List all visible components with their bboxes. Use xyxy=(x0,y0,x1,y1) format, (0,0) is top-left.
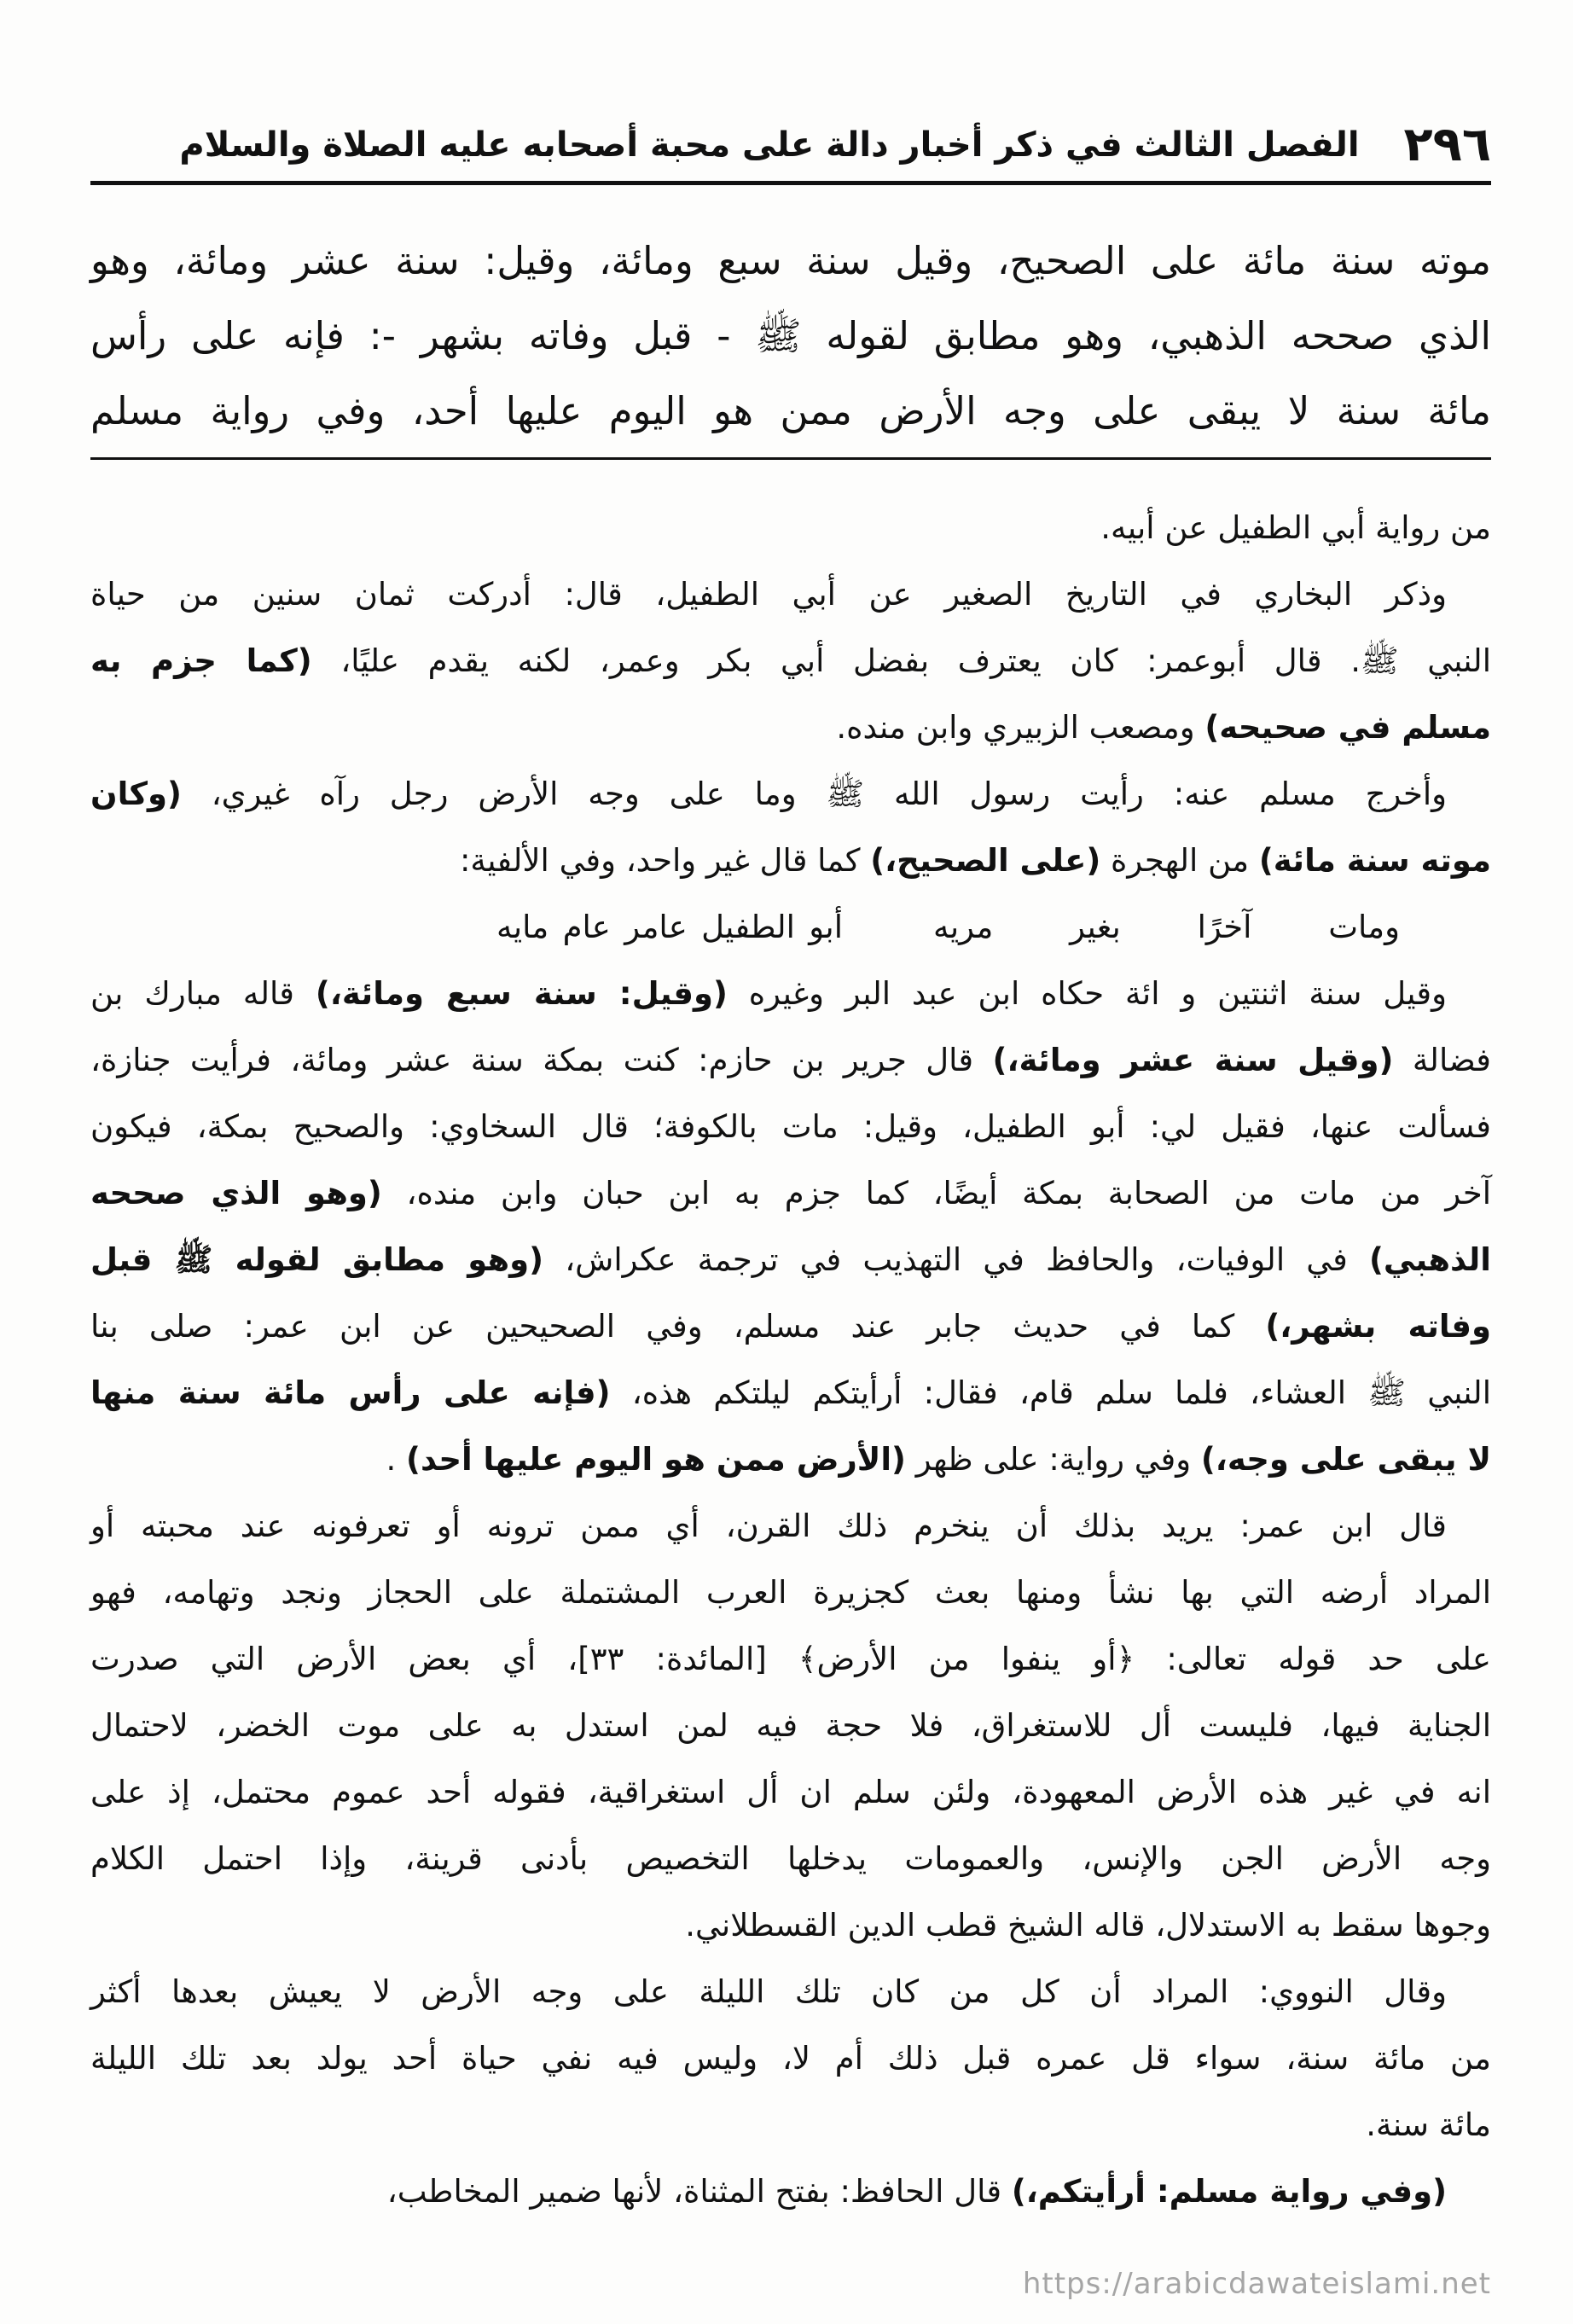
commentary-line xyxy=(90,1360,1491,1426)
commentary-line xyxy=(90,961,1491,1027)
commentary-paragraph xyxy=(90,1959,1491,2158)
commentary-text: فضالة xyxy=(1393,1042,1491,1078)
commentary-text: وذكر البخاري في التاريخ الصغير عن أبي الطفيل، قال: أدركت ثمان سنين من حياة xyxy=(90,576,1447,613)
commentary-line xyxy=(90,561,1491,628)
commentary-text: فسألت عنها، فقيل لي: أبو الطفيل، وقيل: مات بالكوفة؛ قال السخاوي: والصحيح بمكة، فيكون xyxy=(90,1108,1491,1145)
commentary-line xyxy=(90,1759,1491,1826)
commentary-text: الجناية فيها، فليست أل للاستغراق، فلا حجة فيه لمن استدل به على موت الخضر، لاحتمال xyxy=(90,1707,1491,1744)
commentary-line xyxy=(90,828,1491,894)
matn-quote: (الأرض ممن هو اليوم عليها أحد) xyxy=(406,1441,906,1478)
commentary-text: على حد قوله تعالى: ﴿أو ينفوا من الأرض﴾ [المائدة: ٣٣]، أي بعض الأرض التي صدرت xyxy=(90,1641,1491,1677)
commentary-line xyxy=(90,1027,1491,1094)
matn-line xyxy=(90,299,1491,374)
commentary-text: من مائة سنة، سواء قل عمره قبل ذلك أم لا، وليس فيه نفي حياة أحد يولد بعد تلك الليلة xyxy=(90,2040,1491,2077)
commentary-text: وجه الأرض الجن والإنس، والعمومات يدخلها التخصيص بأدنى قرينة، وإذا احتمل الكلام xyxy=(90,1840,1491,1877)
commentary-line xyxy=(90,1693,1491,1759)
verse-hemistich: أبو الطفيل عامر عام مايه xyxy=(496,909,843,945)
matn-quote: موته سنة مائة) xyxy=(1258,842,1491,879)
commentary-line xyxy=(90,1094,1491,1160)
commentary-paragraph xyxy=(90,561,1491,761)
commentary-text: قال الحافظ: بفتح المثناة، لأنها ضمير المخاطب، xyxy=(386,2173,1012,2210)
commentary-text: النبي ﷺ العشاء، فلما سلم قام، فقال: أرأيتكم ليلتكم هذه، xyxy=(610,1374,1491,1411)
commentary-text: قال ابن عمر: يريد بذلك أن ينخرم ذلك القرن، أي ممن ترونه أو تعرفونه عند محبته أو xyxy=(90,1508,1447,1544)
commentary-line xyxy=(90,1626,1491,1693)
commentary-line xyxy=(90,495,1491,561)
commentary-paragraph xyxy=(90,761,1491,894)
commentary-text: وفي رواية: على ظهر xyxy=(905,1441,1201,1478)
commentary-text: من رواية أبي الطفيل عن أبيه. xyxy=(1100,509,1491,546)
matn-quote: (وهو مطابق لقوله ﷺ قبل xyxy=(90,1241,544,1278)
matn-text: الذي صححه الذهبي، وهو مطابق لقوله ﷺ - قبل وفاته بشهر -: فإنه على رأس xyxy=(90,313,1491,358)
matn-quote: (وكان xyxy=(90,776,182,812)
page-header xyxy=(90,109,1491,185)
commentary-line xyxy=(90,1426,1491,1493)
matn-quote: وفاته بشهر،) xyxy=(1265,1308,1491,1345)
commentary-line xyxy=(90,2092,1491,2158)
commentary-line xyxy=(90,1959,1491,2025)
matn-quote: لا يبقى على وجه،) xyxy=(1200,1441,1491,1478)
commentary-line xyxy=(90,1826,1491,1892)
matn-text: مائة سنة لا يبقى على وجه الأرض ممن هو اليوم عليها أحد، وفي رواية مسلم xyxy=(90,388,1491,433)
matn-quote: (فإنه على رأس مائة سنة منها xyxy=(90,1374,611,1411)
matn-quote: (وقيل: سنة سبع ومائة،) xyxy=(315,975,728,1012)
matn-quote: (وفي رواية مسلم: أرأيتكم،) xyxy=(1011,2173,1447,2210)
matn-divider xyxy=(90,457,1491,460)
commentary-text: النبي ﷺ. قال أبوعمر: كان يعترف بفضل أبي بكر وعمر، لكنه يقدم عليًا، xyxy=(311,642,1491,679)
commentary-text: كما قال غير واحد، وفي الألفية: xyxy=(459,842,871,879)
commentary-paragraph xyxy=(90,495,1491,561)
commentary-line xyxy=(90,1493,1491,1560)
commentary-paragraph xyxy=(90,961,1491,1493)
commentary-block xyxy=(90,495,1491,2225)
matn-text: موته سنة مائة على الصحيح، وقيل سنة سبع ومائة، وقيل: سنة عشر ومائة، وهو xyxy=(90,238,1491,283)
matn-line xyxy=(90,374,1491,449)
commentary-paragraph xyxy=(90,1493,1491,1959)
commentary-line xyxy=(90,1160,1491,1227)
commentary-line xyxy=(90,1560,1491,1626)
commentary-paragraph xyxy=(90,2158,1491,2225)
commentary-text: وجوها سقط به الاستدلال، قاله الشيخ قطب الدين القسطلاني. xyxy=(685,1907,1491,1943)
matn-quote: مسلم في صحيحه) xyxy=(1204,709,1491,746)
commentary-text: وقال النووي: المراد أن كل من كان تلك الليلة على وجه الأرض لا يعيش بعدها أكثر xyxy=(90,1973,1447,2010)
commentary-text: قال جرير بن حازم: كنت بمكة سنة عشر ومائة، فرأيت جنازة، xyxy=(90,1042,993,1078)
commentary-line xyxy=(90,1227,1491,1293)
commentary-text: انه في غير هذه الأرض المعهودة، ولئن سلم ان أل استغراقية، فقوله أحد عموم محتمل، إذ على xyxy=(90,1774,1491,1810)
commentary-text: ومصعب الزبيري وابن منده. xyxy=(836,709,1205,746)
commentary-line xyxy=(90,1892,1491,1959)
commentary-line xyxy=(90,2025,1491,2092)
matn-quote: (وهو الذي صححه xyxy=(90,1175,382,1211)
commentary-text: كما في حديث جابر عند مسلم، وفي الصحيحين عن ابن عمر: صلى بنا xyxy=(90,1308,1266,1345)
verse-hemistich: ومات آخرًا بغير مريه xyxy=(933,909,1400,945)
matn-block xyxy=(90,224,1491,449)
commentary-text: قاله مبارك بن xyxy=(90,975,316,1012)
matn-quote: الذهبي) xyxy=(1368,1241,1491,1278)
commentary-line xyxy=(90,2158,1491,2225)
watermark: https://arabicdawateislami.net xyxy=(1022,2267,1491,2301)
matn-quote: (كما جزم به xyxy=(90,642,312,679)
commentary-text: في الوفيات، والحافظ في التهذيب في ترجمة عكراش، xyxy=(543,1241,1369,1278)
matn-line xyxy=(90,224,1491,299)
commentary-text: من الهجرة xyxy=(1100,842,1259,879)
commentary-text: . xyxy=(386,1441,407,1478)
matn-quote: (على الصحيح،) xyxy=(870,842,1101,879)
commentary-line xyxy=(90,761,1491,828)
commentary-text: آخر من مات من الصحابة بمكة أيضًا، كما جزم به ابن حبان وابن منده، xyxy=(381,1175,1491,1211)
commentary-text: وقيل سنة اثنتين و ائة حكاه ابن عبد البر وغيره xyxy=(727,975,1447,1012)
matn-quote: (وقيل سنة عشر ومائة،) xyxy=(992,1042,1394,1078)
commentary-text: مائة سنة. xyxy=(1366,2106,1491,2143)
commentary-line xyxy=(90,1293,1491,1360)
chapter-title: الفصل الثالث في ذكر أخبار دالة على محبة أصحابه عليه الصلاة والسلام xyxy=(179,125,1360,165)
commentary-text: وأخرج مسلم عنه: رأيت رسول الله ﷺ وما على وجه الأرض رجل رآه غيري، xyxy=(181,776,1447,812)
commentary-line xyxy=(90,628,1491,694)
commentary-text: المراد أرضه التي بها نشأ ومنها بعث كجزيرة العرب المشتملة على الحجاز ونجد وتهامه، فهو xyxy=(90,1574,1491,1611)
verse-line xyxy=(90,894,1491,961)
page-number: ٢٩٦ xyxy=(1403,117,1491,172)
commentary-line xyxy=(90,694,1491,761)
